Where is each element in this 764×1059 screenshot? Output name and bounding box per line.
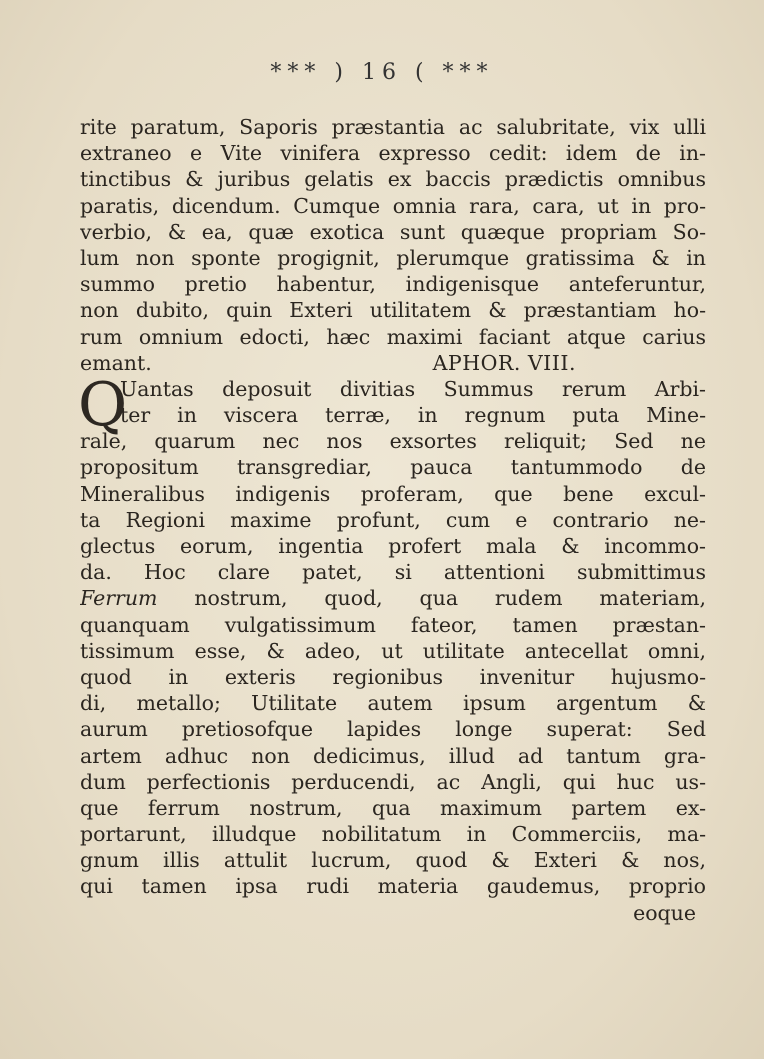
text-line: summo pretio habentur, indigenisque anteferuntur,	[80, 272, 706, 297]
text-line: que ferrum nostrum, qua maximum partem ex-	[80, 795, 706, 820]
text-line: di, metallo; Utilitate autem ipsum argentum &	[80, 691, 706, 716]
paragraph-aphorism	[78, 369, 706, 900]
text-line: portarunt, illudque nobilitatum in Commerciis, ma-	[80, 822, 706, 847]
text-line: artem adhuc non dedicimus, illud ad tantum gra-	[80, 743, 706, 768]
text-line: verbio, & ea, quæ exotica sunt quæque propriam So-	[80, 219, 706, 244]
drop-cap: Q	[78, 369, 128, 440]
text-line: gnum illis attulit lucrum, quod & Exteri & nos,	[80, 848, 706, 873]
catchword: eoque	[633, 900, 696, 925]
italic-word: Ferrum	[80, 586, 158, 611]
paragraph-end: emant.	[80, 350, 152, 375]
text-line: rite paratum, Saporis præstantia ac salubritate, vix ulli	[80, 115, 706, 139]
aphorism-heading: APHOR. VIII.	[432, 350, 576, 375]
text-line: qui tamen ipsa rudi materia gaudemus, proprio	[80, 874, 706, 899]
heading-line	[80, 350, 706, 376]
text-fragment: nostrum, quod, qua rudem materiam,	[194, 586, 706, 611]
body-text	[80, 114, 706, 926]
text-line: Mineralibus indigenis proferam, que bene excul-	[80, 481, 706, 506]
page-header: *** ) 16 ( ***	[270, 60, 494, 85]
text-line: rale, quarum nec nos exsortes reliquit; Sed ne	[80, 429, 706, 454]
text-line: propositum transgrediar, pauca tantummodo de	[80, 455, 706, 480]
text-line: aurum pretiosofque lapides longe superat: Sed	[80, 717, 706, 742]
text-line: quod in exteris regionibus invenitur hujusmo-	[80, 664, 706, 689]
text-line: lum non sponte progignit, plerumque gratissima & in	[80, 245, 706, 270]
text-line: Uantas deposuit divitias Summus rerum Arbi-	[120, 376, 706, 401]
text-line: paratis, dicendum. Cumque omnia rara, cara, ut in pro-	[80, 193, 706, 218]
text-line: quanquam vulgatissimum fateor, tamen præstan-	[80, 612, 706, 637]
text-line: dum perfectionis perducendi, ac Angli, qui huc us-	[80, 769, 706, 794]
text-line: extraneo e Vite vinifera expresso cedit: idem de in-	[80, 141, 706, 166]
text-line: tinctibus & juribus gelatis ex baccis prædictis omnibus	[80, 167, 706, 192]
text-line: ter in viscera terræ, in regnum puta Mine-	[120, 403, 706, 428]
text-line: tissimum esse, & adeo, ut utilitate antecellat omni,	[80, 638, 706, 663]
text-line: ta Regioni maxime profunt, cum e contrario ne-	[80, 507, 706, 532]
text-line: da. Hoc clare patet, si attentioni submittimus	[80, 560, 706, 585]
text-line-ferrum	[80, 585, 706, 611]
text-line: non dubito, quin Exteri utilitatem & præstantiam ho-	[80, 298, 706, 323]
text-line: rum omnium edocti, hæc maximi faciant atque carius	[80, 324, 706, 349]
text-line: glectus eorum, ingentia profert mala & incommo-	[80, 534, 706, 558]
